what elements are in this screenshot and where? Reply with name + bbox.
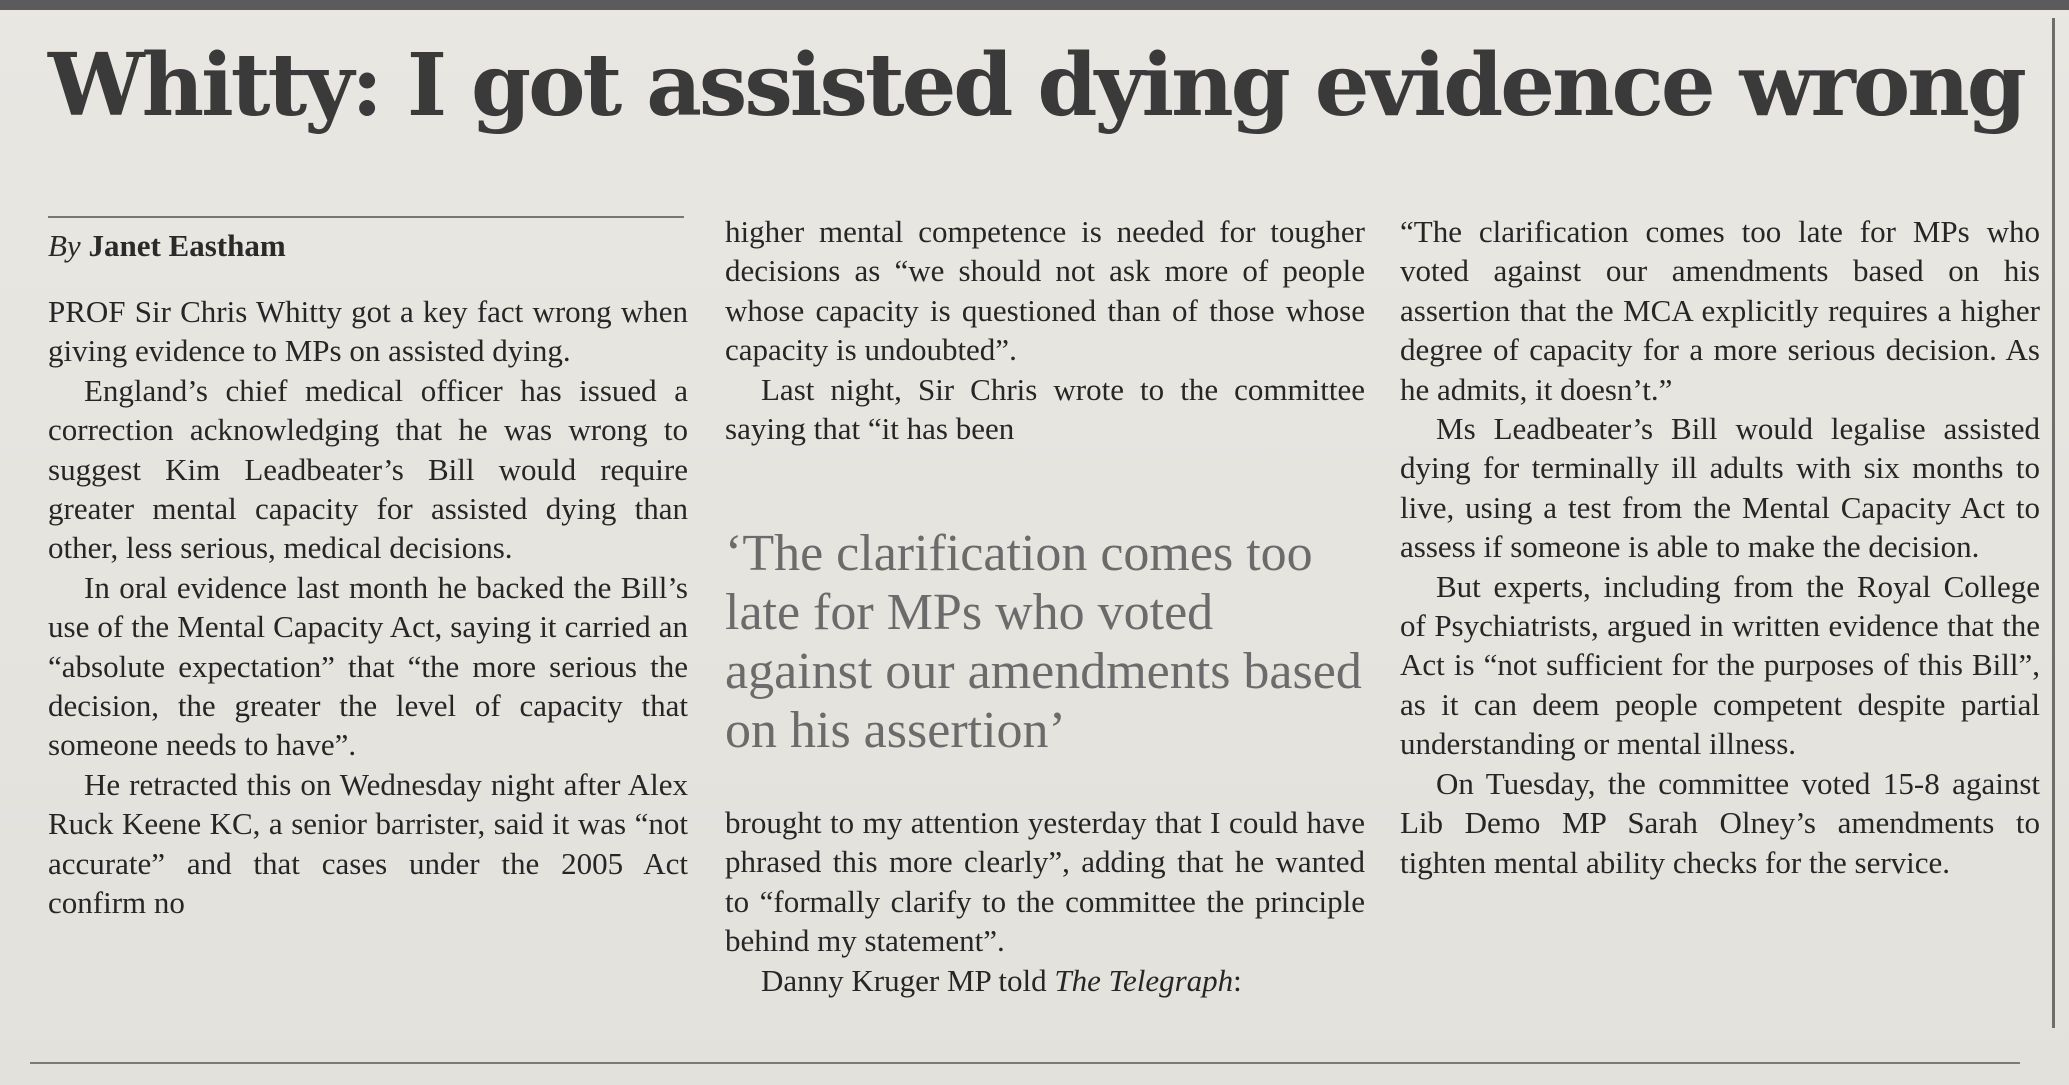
article-column-3 [1400, 212, 2040, 882]
paragraph: PROF Sir Chris Whitty got a key fact wrong when giving evidence to MPs on assisted dying. [48, 294, 688, 369]
paragraph: He retracted this on Wednesday night after Alex Ruck Keene KC, a senior barrister, said it was “not accurate” and that cases under the 2005 Act confirm no [48, 766, 688, 921]
column-rule [2052, 18, 2055, 1028]
byline-rule [48, 216, 684, 218]
paragraph: But experts, including from the Royal College of Psychiatrists, argued in written evidence that the Act is “not sufficient for the purposes of this Bill”, as it can deem people competent despite partial understanding or mental illness. [1400, 568, 2040, 762]
paragraph: On Tuesday, the committee voted 15-8 against Lib Demo MP Sarah Olney’s amendments to tighten mental ability checks for the service. [1400, 765, 2040, 880]
bottom-rule [30, 1062, 2020, 1064]
byline [48, 226, 286, 266]
paragraph: “The clarification comes too late for MPs who voted against our amendments based on his assertion that the MCA explicitly requires a higher degree of capacity for a more serious decision. As he admits, it doesn’t.” [1400, 214, 2040, 407]
paragraph: higher mental competence is needed for tougher decisions as “we should not ask more of people whose capacity is questioned than of those whose capacity is undoubted”. [725, 214, 1365, 368]
byline-prefix: By [48, 228, 81, 263]
paragraph [725, 961, 1365, 1000]
article-column-1 [48, 292, 688, 923]
byline-author: Janet Eastham [88, 228, 286, 263]
paragraph: brought to my attention yesterday that I could have phrased this more clearly”, adding that he wanted to “formally clarify to the committee the principle behind my statement”. [725, 805, 1365, 959]
article-column-2-top [725, 212, 1365, 448]
article-column-2-bottom [725, 803, 1365, 1000]
paragraph: Last night, Sir Chris wrote to the committee saying that “it has been [725, 371, 1365, 447]
pull-quote: ‘The clarification comes too late for MPs who voted against our amendments based on his assertion’ [725, 525, 1362, 759]
paragraph: Ms Leadbeater’s Bill would legalise assisted dying for terminally ill adults with six months to live, using a test from the Mental Capacity Act to assess if someone is able to make the decision. [1400, 411, 2040, 565]
publication-name: The Telegraph [1054, 962, 1234, 998]
headline: Whitty: I got assisted dying evidence wrong [48, 35, 2024, 136]
paragraph: In oral evidence last month he backed the Bill’s use of the Mental Capacity Act, saying it carried an “absolute expectation” that “the more serious the decision, the greater the level of capacity that someone needs to have”. [48, 569, 688, 763]
paragraph-text: : [1233, 962, 1242, 998]
paragraph-text: Danny Kruger MP told [761, 962, 1055, 998]
paragraph: England’s chief medical officer has issued a correction acknowledging that he was wrong to suggest Kim Leadbeater’s Bill would require greater mental capacity for assisted dying than other, less serious, medical decisions. [48, 372, 688, 566]
top-rule [0, 0, 2069, 10]
